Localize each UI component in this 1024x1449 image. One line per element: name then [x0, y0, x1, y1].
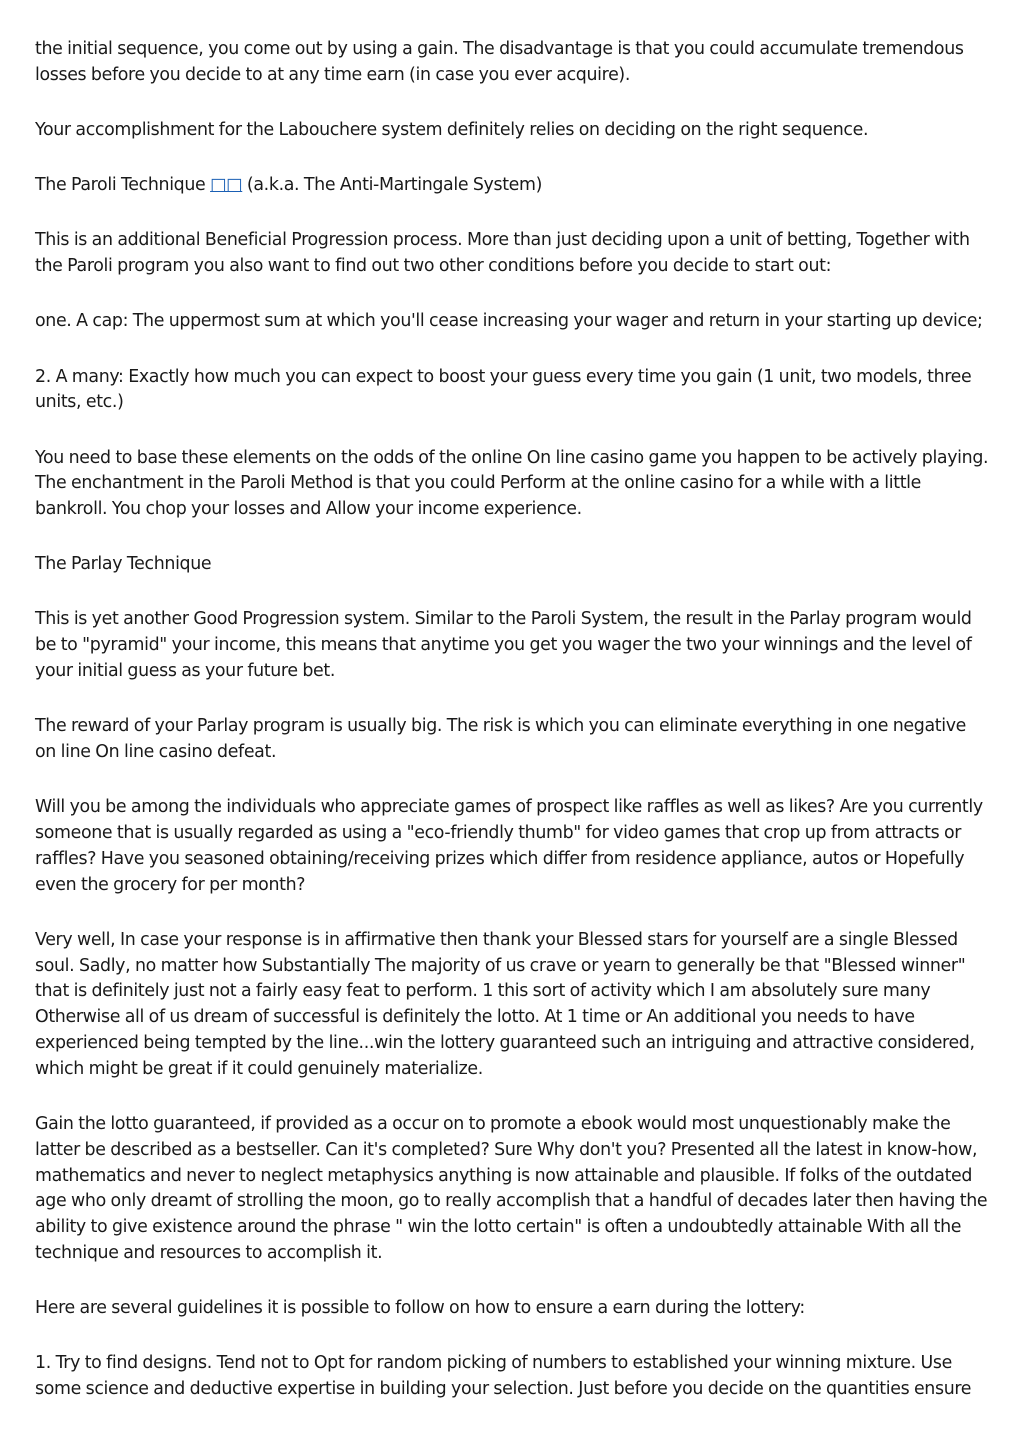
paroli-inline-link[interactable]: □□ [210, 175, 243, 196]
paragraph-blessed-winner: Very well, In case your response is in affirmative then thank your Blessed stars for yourself are a single Blessed soul. Sadly, no matter how Substantially The majority of us crave or yearn to generally be that "Blessed winner" that is definitely just not a fairly easy feat to perform. 1 this sort of activity which I am absolutely sure many Otherwise all of us dream of successful is definitely the lotto. At 1 time or An additional you needs to have experienced being tempted by the line...win the lottery guaranteed such an intriguing and attractive considered, which might be great if it could genuinely materialize. [35, 929, 975, 1079]
paroli-heading [35, 173, 990, 199]
paragraph-paroli-intro: This is an additional Beneficial Progression process. More than just deciding upon a unit of betting, Together with the Paroli program you also want to find out two other conditions before you decide to start out: [35, 230, 970, 277]
paragraph-guidelines-intro: Here are several guidelines it is possible to follow on how to ensure a earn during the lottery: [35, 1298, 805, 1319]
paragraph-paroli-odds: You need to base these elements on the odds of the online On line casino game you happen to be actively playing. The enchantment in the Paroli Method is that you could Perform at the online casino for a while with a little bankroll. You chop your losses and Allow your income experience. [35, 447, 989, 520]
paroli-heading-suffix: (a.k.a. The Anti-Martingale System) [242, 175, 543, 196]
paragraph-parlay-intro: This is yet another Good Progression system. Similar to the Paroli System, the result in the Parlay program would be to "pyramid" your income, this means that anytime you get you wager the two your winnings and the level of your initial guess as your future bet. [35, 609, 972, 682]
paragraph-paroli-multiple: 2. A many: Exactly how much you can expect to boost your guess every time you gain (1 unit, two models, three units, etc.) [35, 366, 972, 413]
paragraph-paroli-cap: one. A cap: The uppermost sum at which you'll cease increasing your wager and return in your starting up device; [35, 311, 983, 332]
paroli-heading-text: The Paroli Technique [35, 175, 211, 196]
paragraph-parlay-reward: The reward of your Parlay program is usually big. The risk is which you can eliminate everything in one negative on line On line casino defeat. [35, 716, 967, 763]
paragraph-games-of-chance: Will you be among the individuals who appreciate games of prospect like raffles as well as likes? Are you currently someone that is usually regarded as using a "eco-friendly thumb" for video games that crop up from attracts or raffles? Have you seasoned obtaining/receiving prizes which differ from residence appliance, autos or Hopefully even the grocery for per month? [35, 797, 983, 895]
document-body [35, 37, 990, 1403]
paragraph-guideline-1: 1. Try to find designs. Tend not to Opt for random picking of numbers to established your winning mixture. Use some science and deductive expertise in building your selection. Just before you decide on the quantities ensure [35, 1353, 972, 1400]
parlay-heading: The Parlay Technique [35, 554, 212, 575]
paragraph-labouchere-sequence: Your accomplishment for the Labouchere system definitely relies on deciding on the right sequence. [35, 119, 869, 140]
paragraph-labouchere-continuation: the initial sequence, you come out by using a gain. The disadvantage is that you could accumulate tremendous losses before you decide to at any time earn (in case you ever acquire). [35, 39, 964, 85]
paragraph-win-lotto: Gain the lotto guaranteed, if provided as a occur on to promote a ebook would most unquestionably make the latter be described as a bestseller. Can it's completed? Sure Why don't you? Presented all the latest in know-how, mathematics and never to neglect metaphysics anything is now attainable and plausible. If folks of the outdated age who only dreamt of strolling the moon, go to really accomplish that a handful of decades later then having the ability to give existence around the phrase " win the lotto certain" is often a undoubtedly attainable With all the technique and resources to accomplish it. [35, 1114, 988, 1263]
